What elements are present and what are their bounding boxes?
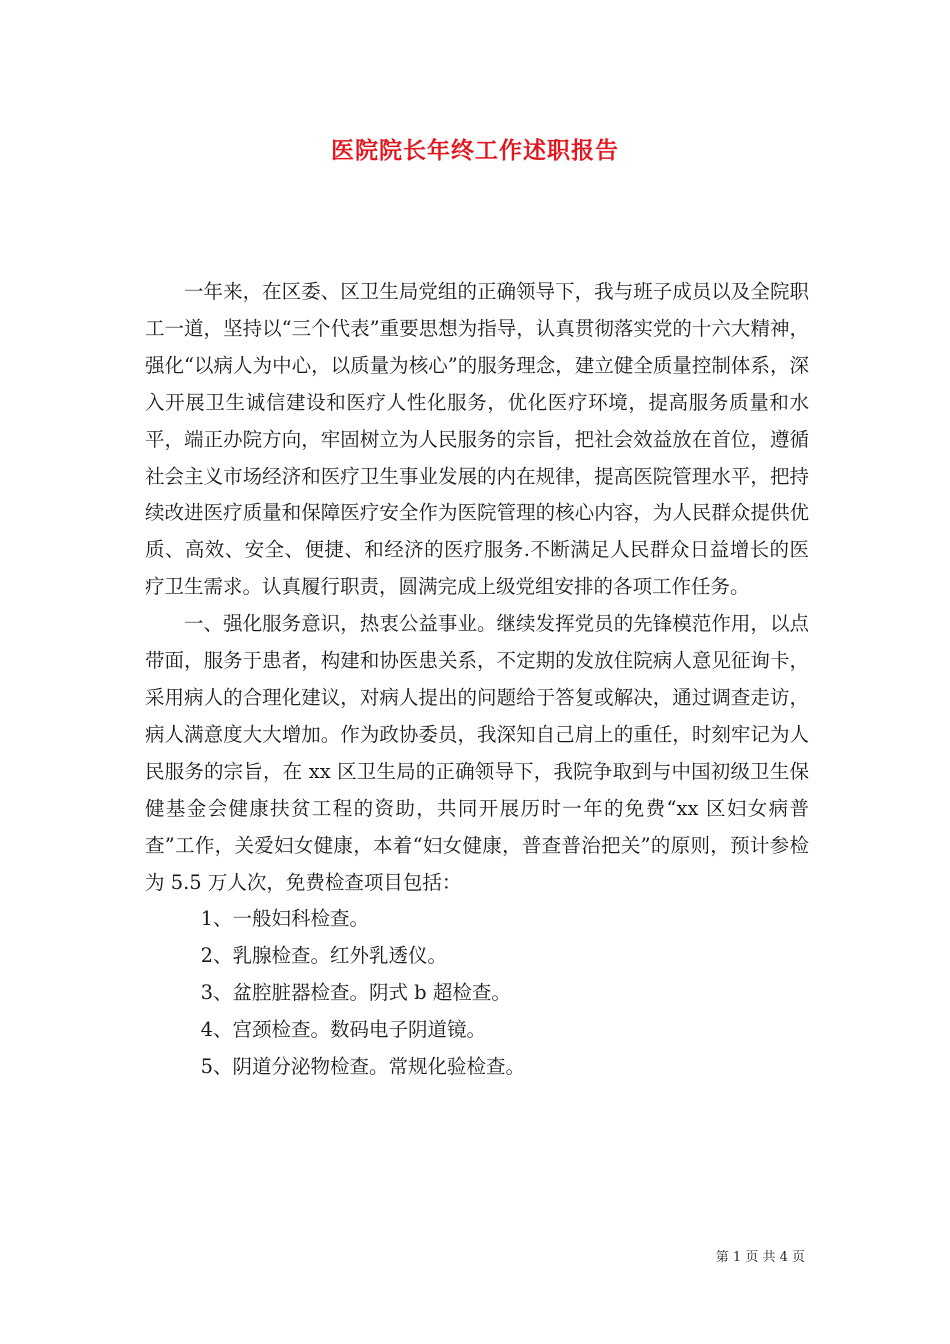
document-body <box>145 274 809 1086</box>
exam-items-list <box>145 901 809 1086</box>
page-number: 第 1 页 共 4 页 <box>715 1250 805 1265</box>
list-item: 1、一般妇科检查。 <box>200 907 369 931</box>
list-item: 2、乳腺检查。红外乳透仪。 <box>200 944 447 968</box>
paragraph-section-one: 一、强化服务意识，热衷公益事业。继续发挥党员的先锋模范作用，以点带面，服务于患者，构建和协医患关系，不定期的发放住院病人意见征询卡，采用病人的合理化建议，对病人提出的问题给于答复或解决，通过调查走访，病人满意度大大增加。作为政协委员，我深知自己肩上的重任，时刻牢记为人民服务的宗旨，在 xx 区卫生局的正确领导下，我院争取到与中国初级卫生保健基金会健康扶贫工程的资助，共同开展历时一年的免费“xx 区妇女病普查”工作，关爱妇女健康，本着“妇女健康，普查普治把关”的原则，预计参检为 5.5 万人次，免费检查项目包括： <box>145 612 809 894</box>
list-item: 3、盆腔脏器检查。阴式 b 超检查。 <box>200 981 511 1005</box>
list-item: 5、阴道分泌物检查。常规化验检查。 <box>200 1055 525 1079</box>
document-title: 医院院长年终工作述职报告 <box>331 137 619 164</box>
paragraph-intro: 一年来，在区委、区卫生局党组的正确领导下，我与班子成员以及全院职工一道，坚持以“三个代表”重要思想为指导，认真贯彻落实党的十六大精神，强化“以病人为中心，以质量为核心”的服务理念，建立健全质量控制体系，深入开展卫生诚信建设和医疗人性化服务，优化医疗环境，提高服务质量和水平，端正办院方向，牢固树立为人民服务的宗旨，把社会效益放在首位，遵循社会主义市场经济和医疗卫生事业发展的内在规律，提高医院管理水平，把持续改进医疗质量和保障医疗安全作为医院管理的核心内容，为人民群众提供优质、高效、安全、便捷、和经济的医疗服务.不断满足人民群众日益增长的医疗卫生需求。认真履行职责，圆满完成上级党组安排的各项工作任务。 <box>145 280 809 599</box>
list-item: 4、宫颈检查。数码电子阴道镜。 <box>200 1018 486 1042</box>
